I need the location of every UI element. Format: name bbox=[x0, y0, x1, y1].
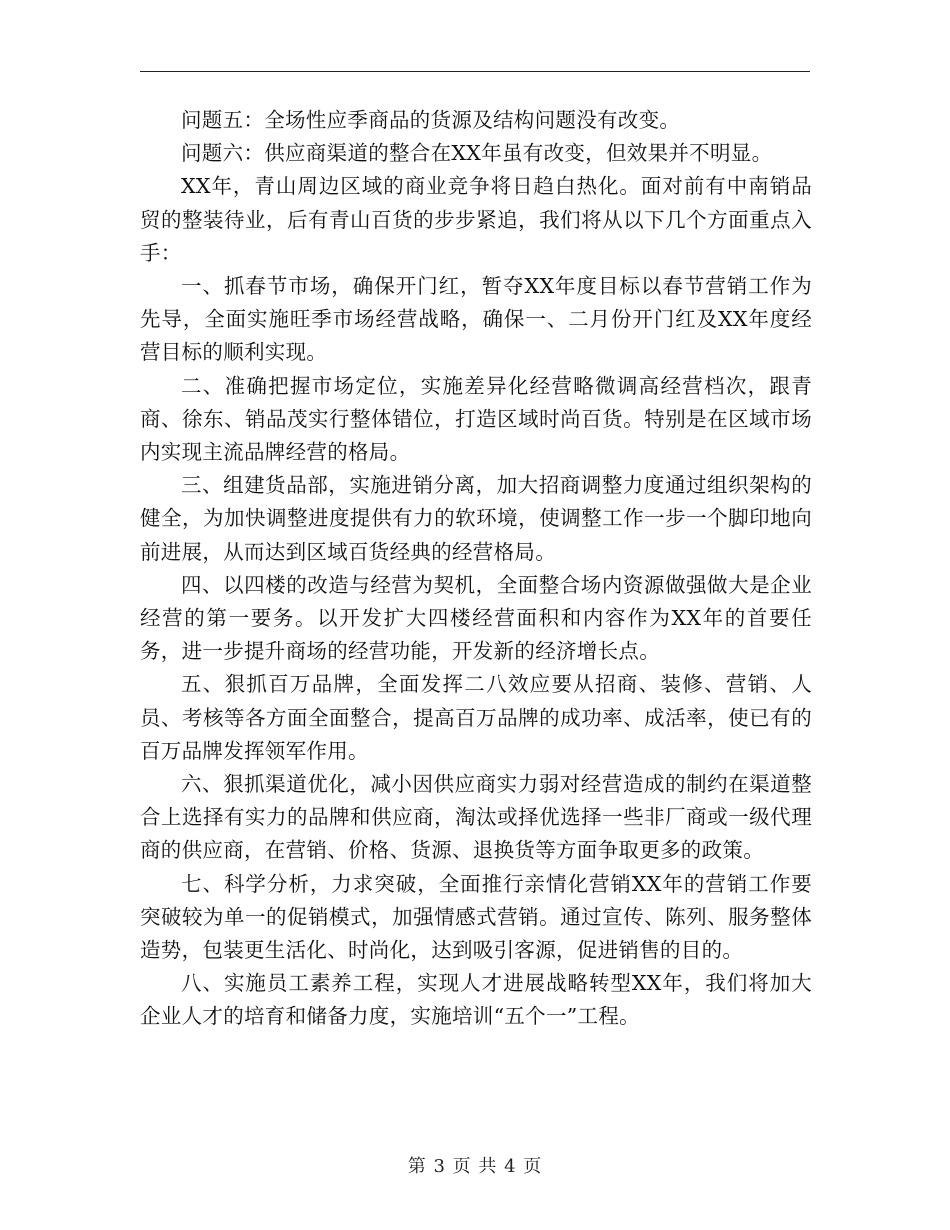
page-number: 第 3 页 共 4 页 bbox=[407, 1156, 543, 1177]
paragraph-item-6: 六、狠抓渠道优化，减小因供应商实力弱对经营造成的制约在渠道整合上选择有实力的品牌和供应商，淘汰或择优选择一些非厂商或一级代理商的供应商，在营销、价格、货源、退换货等方面争取更多的政策。 bbox=[140, 772, 812, 863]
paragraph-item-5: 五、狠抓百万品牌，全面发挥二八效应要从招商、装修、营销、人员、考核等各方面全面整合，提高百万品牌的成功率、成活率，使已有的百万品牌发挥领军作用。 bbox=[140, 672, 812, 763]
paragraph-item-4: 四、以四楼的改造与经营为契机，全面整合场内资源做强做大是企业经营的第一要务。以开发扩大四楼经营面积和内容作为XX年的首要任务，进一步提升商场的经营功能，开发新的经济增长点。 bbox=[140, 572, 812, 664]
document-body bbox=[140, 104, 812, 1034]
paragraph-item-3: 三、组建货品部，实施进销分离，加大招商调整力度通过组织架构的健全，为加快调整进度提供有力的软环境，使调整工作一步一个脚印地向前进展，从而达到区域百货经典的经营格局。 bbox=[140, 473, 812, 564]
paragraph-problem-5: 问题五：全场性应季商品的货源及结构问题没有改变。 bbox=[181, 108, 681, 132]
paragraph-item-8: 八、实施员工素养工程，实现人才进展战略转型XX年，我们将加大企业人才的培育和储备力度，实施培训“五个一”工程。 bbox=[140, 971, 812, 1029]
paragraph-problem-6: 问题六：供应商渠道的整合在XX年虽有改变，但效果并不明显。 bbox=[181, 141, 773, 166]
paragraph-intro: XX年，青山周边区域的商业竞争将日趋白热化。面对前有中南销品贸的整装待业，后有青山百货的步步紧追，我们将从以下几个方面重点入手： bbox=[140, 174, 812, 265]
header-rule bbox=[140, 71, 810, 72]
paragraph-item-7: 七、科学分析，力求突破，全面推行亲情化营销XX年的营销工作要突破较为单一的促销模式，加强情感式营销。通过宣传、陈列、服务整体造势，包装更生活化、时尚化，达到吸引客源，促进销售的目的。 bbox=[140, 871, 812, 963]
paragraph-item-2: 二、准确把握市场定位，实施差异化经营略微调高经营档次，跟青商、徐东、销品茂实行整体错位，打造区域时尚百货。特别是在区域市场内实现主流品牌经营的格局。 bbox=[140, 373, 812, 465]
paragraph-item-1: 一、抓春节市场，确保开门红，暂夺XX年度目标以春节营销工作为先导，全面实施旺季市场经营战略，确保一、二月份开门红及XX年度经营目标的顺利实现。 bbox=[140, 274, 812, 365]
